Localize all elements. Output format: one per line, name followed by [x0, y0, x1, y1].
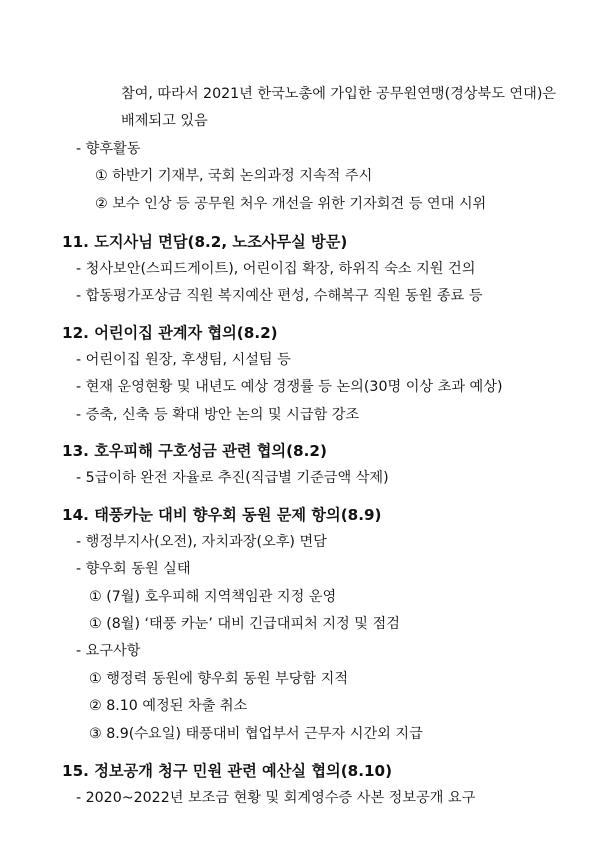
section-line: - 합동평가포상금 직원 복지예산 편성, 수해복구 직원 동원 종료 등 [76, 288, 483, 304]
followup-item: ② 보수 인상 등 공무원 처우 개선을 위한 기자회견 등 연대 시위 [95, 196, 487, 212]
section-line: - 어린이집 원장, 후생팀, 시설팀 등 [76, 352, 291, 368]
intro-line: 참여, 따라서 2021년 한국노총에 가입한 공무원연맹(경상북도 연대)은 [121, 86, 557, 102]
section-line: - 행정부지사(오전), 자치과장(오후) 면담 [76, 534, 327, 550]
intro-line: 배제되고 있음 [121, 113, 208, 129]
section-line: - 증축, 신축 등 확대 방안 논의 및 시급함 강조 [76, 407, 360, 423]
section-title: 14. 태풍카눈 대비 향우회 동원 문제 항의(8.9) [62, 506, 382, 524]
section-title: 11. 도지사님 면담(8.2, 노조사무실 방문) [62, 233, 348, 251]
section-title: 13. 호우피해 구호성금 관련 협의(8.2) [62, 442, 327, 460]
section-line: - 청사보안(스피드게이트), 어린이집 확장, 하위직 숙소 지원 건의 [76, 261, 476, 277]
section-line: - 현재 운영현황 및 내년도 예상 경쟁률 등 논의(30명 이상 초과 예상) [76, 379, 503, 395]
section-subitem: ③ 8.9(수요일) 태풍대비 협업부서 근무자 시간외 지급 [89, 726, 423, 742]
section-line: - 5급이하 완전 자율로 추진(직급별 기준금액 삭제) [76, 470, 389, 486]
followup-label: - 향후활동 [76, 141, 141, 157]
section-subitem: ① 행정력 동원에 향우회 동원 부당함 지적 [89, 671, 349, 687]
section-title: 12. 어린이집 관계자 협의(8.2) [62, 324, 278, 342]
section-line: - 2020~2022년 보조금 현황 및 회계영수증 사본 정보공개 요구 [76, 790, 476, 806]
followup-item: ① 하반기 기재부, 국회 논의과정 지속적 주시 [95, 168, 373, 184]
section-title: 15. 정보공개 청구 민원 관련 예산실 협의(8.10) [62, 762, 393, 780]
section-subitem: ① (7월) 호우피해 지역책임관 지정 운영 [89, 589, 337, 605]
section-line: - 향우회 동원 실태 [76, 561, 191, 577]
section-line: - 요구사항 [76, 643, 141, 659]
section-subitem: ① (8월) ‘태풍 카눈’ 대비 긴급대피처 지정 및 점검 [89, 616, 400, 632]
section-subitem: ② 8.10 예정된 차출 취소 [89, 698, 248, 714]
